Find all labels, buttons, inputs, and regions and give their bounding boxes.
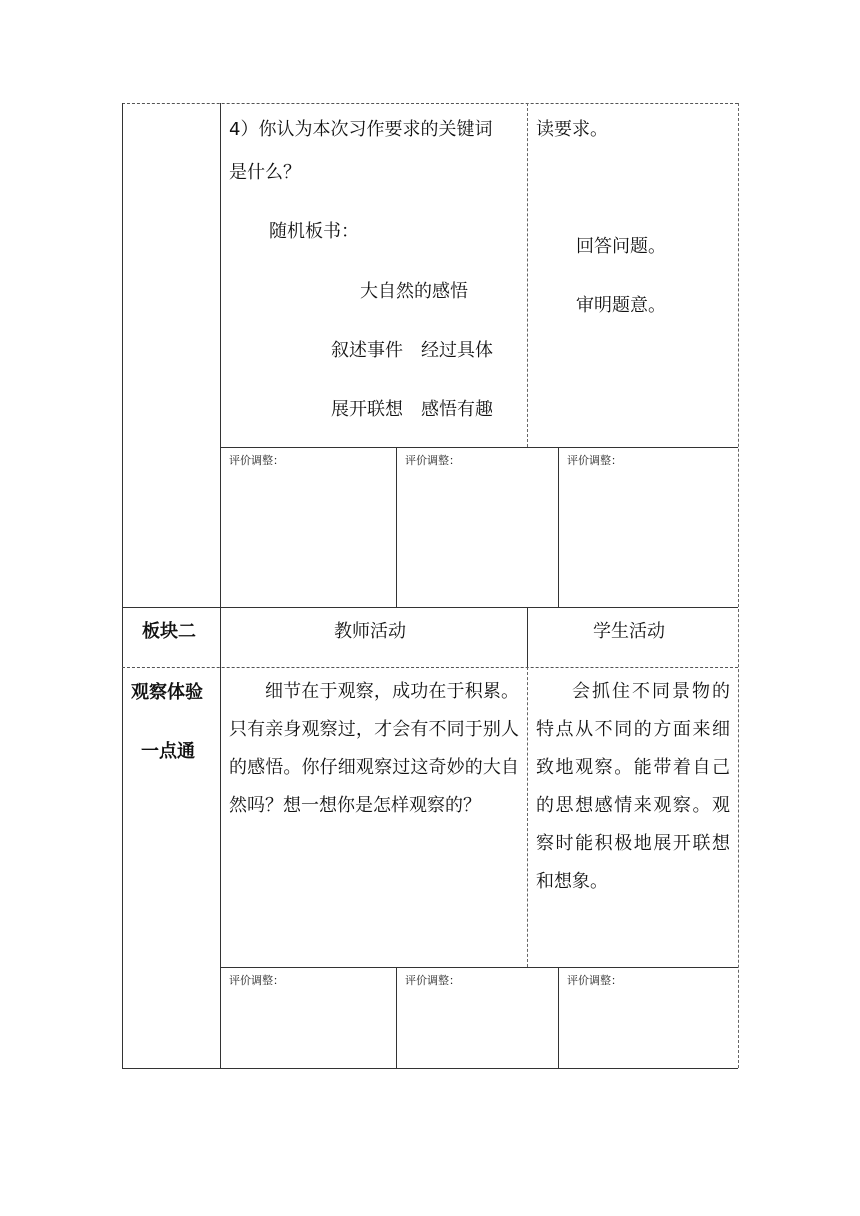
activity-divider-2 (527, 667, 528, 967)
student-activity-1: 读要求。 (536, 119, 608, 140)
student-observation-text: 会抓住不同景物的特点从不同的方面来细致地观察。能带着自己的思想感情来观察。观察时能积极地展开联想和想象。 (536, 681, 730, 892)
student-activity-3: 审明题意。 (576, 295, 666, 316)
board-label: 随机板书： (269, 221, 359, 242)
eval-label: 评价调整： (405, 454, 460, 467)
board-line-2: 展开联想 感悟有趣 (331, 399, 493, 420)
header-row-bottom (122, 667, 738, 668)
header-divider (527, 607, 528, 667)
teacher-activity-header: 教师活动 (334, 621, 406, 642)
eval-row-top-2 (220, 967, 738, 968)
activity-divider-1 (527, 103, 528, 447)
teacher-question-line-1: 4）你认为本次习作要求的关键词 (229, 119, 493, 140)
teacher-observation-text: 细节在于观察，成功在于积累。只有亲身观察过，才会有不同于别人的感悟。你仔细观察过这奇妙的大自然吗？想一想你是怎样观察的？ (229, 681, 519, 816)
eval-divider-1a (396, 447, 397, 607)
table-left-border (122, 103, 123, 1068)
student-activity-2: 回答问题。 (576, 236, 666, 257)
board-line-1: 叙述事件 经过具体 (331, 340, 493, 361)
section-label-line-2: 一点通 (141, 741, 195, 762)
eval-label: 评价调整： (229, 454, 284, 467)
table-right-border (738, 103, 739, 1068)
table-top-border (122, 103, 738, 104)
label-column-divider (220, 103, 221, 1068)
eval-divider-2b (558, 967, 559, 1068)
eval-label: 评价调整： (567, 454, 622, 467)
eval-label: 评价调整： (567, 974, 622, 987)
teacher-question-line-2: 是什么？ (229, 162, 301, 183)
eval-label: 评价调整： (229, 974, 284, 987)
header-row-top (122, 607, 738, 608)
table-bottom-border (122, 1068, 738, 1069)
section-label-line-1: 观察体验 (131, 682, 203, 703)
eval-label: 评价调整： (405, 974, 460, 987)
block-label: 板块二 (142, 621, 196, 642)
student-activity-header: 学生活动 (593, 621, 665, 642)
board-title: 大自然的感悟 (360, 281, 468, 302)
eval-row-top-1 (220, 447, 738, 448)
eval-divider-2a (396, 967, 397, 1068)
eval-divider-1b (558, 447, 559, 607)
